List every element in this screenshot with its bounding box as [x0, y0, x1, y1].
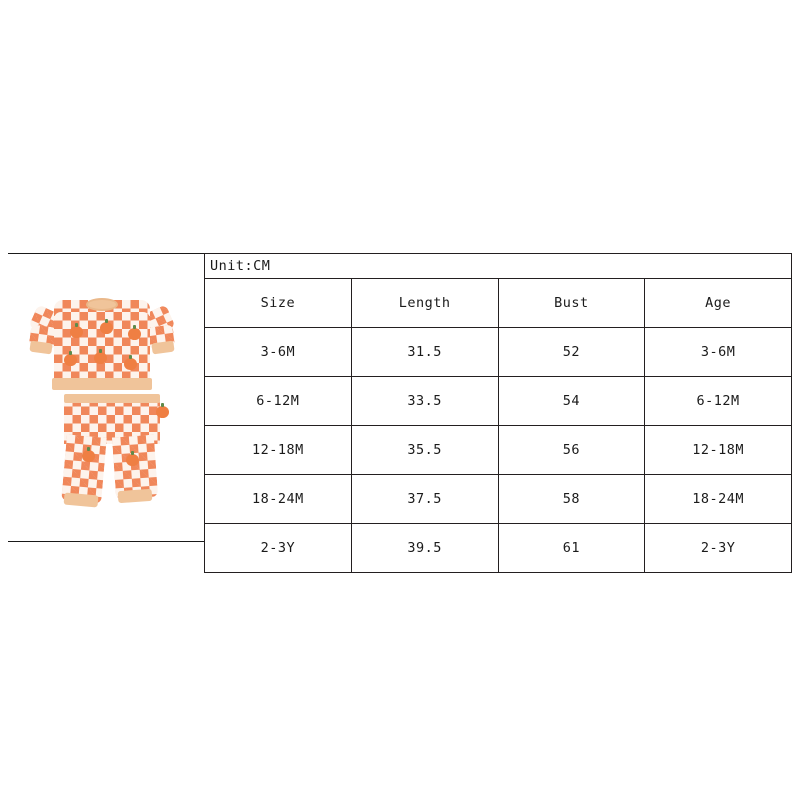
product-illustration: [8, 254, 204, 542]
pumpkin-motif: [124, 358, 137, 370]
cell-age: 6-12M: [645, 377, 792, 426]
sleeve-cuff-right: [151, 341, 174, 355]
cell-bust: 56: [498, 426, 645, 475]
table-row: [205, 377, 792, 426]
table-row: [205, 328, 792, 377]
table-header-row: [205, 279, 792, 328]
unit-row: [205, 254, 792, 279]
size-chart-table-wrapper: [204, 253, 792, 573]
table-row: [205, 426, 792, 475]
cell-size: 18-24M: [205, 475, 352, 524]
header-bust: Bust: [498, 279, 645, 328]
pumpkin-motif: [100, 322, 113, 334]
cell-age: 2-3Y: [645, 524, 792, 573]
cell-size: 12-18M: [205, 426, 352, 475]
pumpkin-motif: [82, 450, 95, 462]
cell-age: 12-18M: [645, 426, 792, 475]
size-chart-table: [204, 253, 792, 573]
cell-age: 3-6M: [645, 328, 792, 377]
cell-age: 18-24M: [645, 475, 792, 524]
pumpkin-motif: [128, 328, 141, 340]
table-row: [205, 475, 792, 524]
unit-label: Unit:CM: [205, 254, 792, 279]
cell-bust: 54: [498, 377, 645, 426]
cell-length: 33.5: [351, 377, 498, 426]
cell-bust: 61: [498, 524, 645, 573]
sweater-hem: [52, 378, 152, 390]
pants-cuff-right: [118, 489, 153, 503]
cell-length: 31.5: [351, 328, 498, 377]
pumpkin-motif: [70, 326, 83, 338]
pumpkin-motif: [156, 406, 169, 418]
pants-cuff-left: [64, 493, 99, 508]
pumpkin-motif: [64, 354, 77, 366]
header-age: Age: [645, 279, 792, 328]
sweater-neckline: [86, 298, 118, 311]
sleeve-cuff-left: [29, 341, 52, 355]
table-row: [205, 524, 792, 573]
cell-bust: 58: [498, 475, 645, 524]
pants-waistband: [64, 394, 160, 403]
product-image-panel: [8, 253, 204, 542]
pumpkin-motif: [94, 352, 107, 364]
header-size: Size: [205, 279, 352, 328]
header-length: Length: [351, 279, 498, 328]
cell-length: 39.5: [351, 524, 498, 573]
cell-size: 2-3Y: [205, 524, 352, 573]
pumpkin-motif: [126, 454, 139, 466]
cell-size: 3-6M: [205, 328, 352, 377]
cell-size: 6-12M: [205, 377, 352, 426]
cell-length: 37.5: [351, 475, 498, 524]
cell-length: 35.5: [351, 426, 498, 475]
cell-bust: 52: [498, 328, 645, 377]
